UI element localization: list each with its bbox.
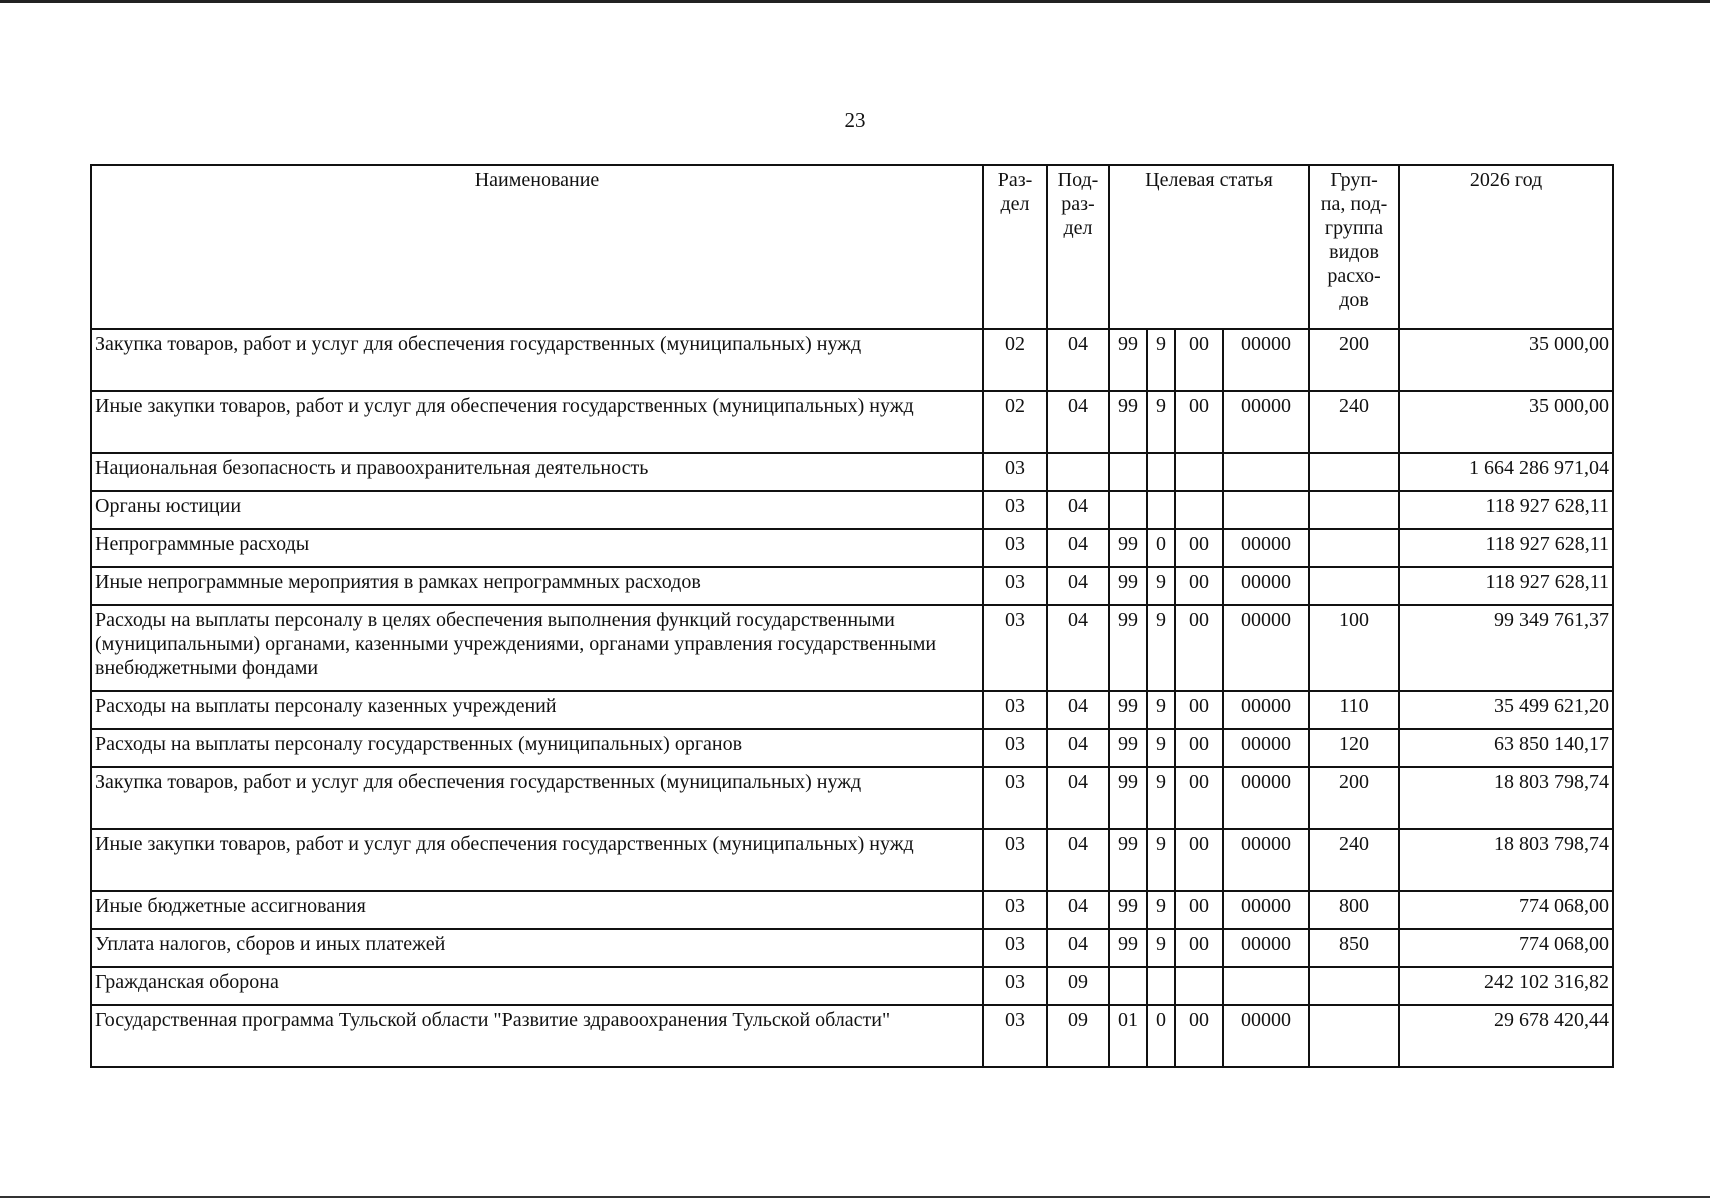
cell-subsection: 04 [1047, 929, 1109, 967]
cell-subsection: 04 [1047, 729, 1109, 767]
cell-subsection [1047, 453, 1109, 491]
cell-amount: 35 000,00 [1399, 329, 1613, 391]
table-row [91, 691, 1613, 729]
cell-amount: 18 803 798,74 [1399, 829, 1613, 891]
cell-t3: 00 [1175, 829, 1223, 891]
cell-t3: 00 [1175, 729, 1223, 767]
cell-section: 03 [983, 691, 1047, 729]
cell-section: 03 [983, 967, 1047, 1005]
cell-t1: 99 [1109, 529, 1147, 567]
cell-t2 [1147, 967, 1175, 1005]
cell-name: Гражданская оборона [91, 967, 983, 1005]
cell-t4: 00000 [1223, 691, 1309, 729]
table-row [91, 529, 1613, 567]
budget-table [90, 164, 1614, 1068]
header-subsection: Под- раз- дел [1047, 165, 1109, 329]
cell-subsection: 04 [1047, 829, 1109, 891]
table-row [91, 967, 1613, 1005]
table-row [91, 491, 1613, 529]
cell-name: Иные закупки товаров, работ и услуг для обеспечения государственных (муниципальных) нужд [91, 391, 983, 453]
cell-group: 200 [1309, 329, 1399, 391]
cell-subsection: 04 [1047, 567, 1109, 605]
cell-t1: 99 [1109, 767, 1147, 829]
cell-section: 02 [983, 329, 1047, 391]
cell-t4 [1223, 453, 1309, 491]
scan-edge-bottom [0, 1196, 1710, 1198]
scan-edge-top [0, 0, 1710, 3]
cell-name: Расходы на выплаты персоналу в целях обеспечения выполнения функций государственными (муниципальными) органами, казенными учреждениями, органами управления государственными внебюджетными фондами [91, 605, 983, 691]
cell-name: Закупка товаров, работ и услуг для обеспечения государственных (муниципальных) нужд [91, 329, 983, 391]
cell-name: Государственная программа Тульской области "Развитие здравоохранения Тульской области" [91, 1005, 983, 1067]
cell-t3 [1175, 491, 1223, 529]
cell-t4 [1223, 491, 1309, 529]
cell-t2: 0 [1147, 1005, 1175, 1067]
header-target-article: Целевая статья [1109, 165, 1309, 329]
cell-t3: 00 [1175, 691, 1223, 729]
cell-t2: 9 [1147, 829, 1175, 891]
page-number: 23 [844, 108, 866, 132]
cell-t2 [1147, 491, 1175, 529]
cell-t4: 00000 [1223, 729, 1309, 767]
cell-name: Национальная безопасность и правоохранительная деятельность [91, 453, 983, 491]
table-row [91, 453, 1613, 491]
cell-t3: 00 [1175, 891, 1223, 929]
cell-t2: 9 [1147, 567, 1175, 605]
cell-section: 03 [983, 729, 1047, 767]
cell-t2: 9 [1147, 891, 1175, 929]
cell-t1 [1109, 967, 1147, 1005]
cell-section: 03 [983, 491, 1047, 529]
cell-t2: 9 [1147, 929, 1175, 967]
cell-t4 [1223, 967, 1309, 1005]
cell-t2: 9 [1147, 729, 1175, 767]
table-row [91, 891, 1613, 929]
cell-section: 03 [983, 567, 1047, 605]
cell-t3: 00 [1175, 567, 1223, 605]
cell-name: Расходы на выплаты персоналу государственных (муниципальных) органов [91, 729, 983, 767]
cell-group: 120 [1309, 729, 1399, 767]
cell-amount: 99 349 761,37 [1399, 605, 1613, 691]
cell-subsection: 04 [1047, 529, 1109, 567]
cell-subsection: 09 [1047, 967, 1109, 1005]
cell-amount: 118 927 628,11 [1399, 567, 1613, 605]
cell-group: 200 [1309, 767, 1399, 829]
cell-t3: 00 [1175, 391, 1223, 453]
cell-subsection: 04 [1047, 391, 1109, 453]
cell-subsection: 09 [1047, 1005, 1109, 1067]
cell-section: 03 [983, 1005, 1047, 1067]
cell-subsection: 04 [1047, 891, 1109, 929]
cell-group: 110 [1309, 691, 1399, 729]
cell-group [1309, 453, 1399, 491]
cell-t2: 9 [1147, 605, 1175, 691]
cell-subsection: 04 [1047, 329, 1109, 391]
cell-group [1309, 491, 1399, 529]
cell-t2: 9 [1147, 329, 1175, 391]
cell-amount: 18 803 798,74 [1399, 767, 1613, 829]
cell-section: 03 [983, 453, 1047, 491]
cell-group [1309, 567, 1399, 605]
cell-subsection: 04 [1047, 491, 1109, 529]
cell-t3: 00 [1175, 1005, 1223, 1067]
cell-t4: 00000 [1223, 329, 1309, 391]
cell-group: 100 [1309, 605, 1399, 691]
cell-t1: 99 [1109, 605, 1147, 691]
cell-name: Иные непрограммные мероприятия в рамках непрограммных расходов [91, 567, 983, 605]
cell-t1: 01 [1109, 1005, 1147, 1067]
cell-amount: 1 664 286 971,04 [1399, 453, 1613, 491]
cell-t1 [1109, 453, 1147, 491]
cell-name: Расходы на выплаты персоналу казенных учреждений [91, 691, 983, 729]
cell-t4: 00000 [1223, 529, 1309, 567]
cell-section: 03 [983, 929, 1047, 967]
table-row [91, 767, 1613, 829]
table-row [91, 329, 1613, 391]
cell-group: 850 [1309, 929, 1399, 967]
cell-group [1309, 1005, 1399, 1067]
header-expense-group: Груп- па, под- группа видов расхо- дов [1309, 165, 1399, 329]
table-row [91, 929, 1613, 967]
cell-amount: 774 068,00 [1399, 929, 1613, 967]
cell-t3: 00 [1175, 529, 1223, 567]
cell-section: 03 [983, 605, 1047, 691]
cell-t2: 9 [1147, 391, 1175, 453]
table-row [91, 605, 1613, 691]
cell-t1: 99 [1109, 729, 1147, 767]
cell-t2: 9 [1147, 691, 1175, 729]
cell-amount: 774 068,00 [1399, 891, 1613, 929]
cell-name: Уплата налогов, сборов и иных платежей [91, 929, 983, 967]
cell-t1: 99 [1109, 691, 1147, 729]
cell-t4: 00000 [1223, 891, 1309, 929]
cell-name: Непрограммные расходы [91, 529, 983, 567]
table-row [91, 567, 1613, 605]
cell-t4: 00000 [1223, 391, 1309, 453]
cell-t3: 00 [1175, 767, 1223, 829]
cell-t4: 00000 [1223, 829, 1309, 891]
cell-amount: 35 499 621,20 [1399, 691, 1613, 729]
cell-group [1309, 529, 1399, 567]
cell-amount: 118 927 628,11 [1399, 491, 1613, 529]
cell-name: Иные бюджетные ассигнования [91, 891, 983, 929]
cell-t2: 0 [1147, 529, 1175, 567]
cell-t3: 00 [1175, 929, 1223, 967]
cell-t3 [1175, 967, 1223, 1005]
cell-group [1309, 967, 1399, 1005]
cell-amount: 118 927 628,11 [1399, 529, 1613, 567]
cell-name: Закупка товаров, работ и услуг для обеспечения государственных (муниципальных) нужд [91, 767, 983, 829]
cell-amount: 35 000,00 [1399, 391, 1613, 453]
cell-t1: 99 [1109, 329, 1147, 391]
header-year: 2026 год [1399, 165, 1613, 329]
cell-section: 03 [983, 767, 1047, 829]
cell-t4: 00000 [1223, 1005, 1309, 1067]
cell-group: 800 [1309, 891, 1399, 929]
table-row [91, 1005, 1613, 1067]
cell-t3: 00 [1175, 329, 1223, 391]
cell-t1 [1109, 491, 1147, 529]
cell-t1: 99 [1109, 567, 1147, 605]
cell-amount: 242 102 316,82 [1399, 967, 1613, 1005]
cell-amount: 63 850 140,17 [1399, 729, 1613, 767]
table-header-row [91, 165, 1613, 329]
cell-subsection: 04 [1047, 605, 1109, 691]
cell-t4: 00000 [1223, 767, 1309, 829]
cell-t3 [1175, 453, 1223, 491]
cell-t4: 00000 [1223, 929, 1309, 967]
cell-t1: 99 [1109, 929, 1147, 967]
cell-subsection: 04 [1047, 691, 1109, 729]
table-row [91, 829, 1613, 891]
cell-t3: 00 [1175, 605, 1223, 691]
table-row [91, 391, 1613, 453]
cell-t4: 00000 [1223, 567, 1309, 605]
cell-section: 02 [983, 391, 1047, 453]
cell-name: Иные закупки товаров, работ и услуг для обеспечения государственных (муниципальных) нужд [91, 829, 983, 891]
header-name: Наименование [91, 165, 983, 329]
table-row [91, 729, 1613, 767]
cell-group: 240 [1309, 829, 1399, 891]
cell-section: 03 [983, 829, 1047, 891]
cell-section: 03 [983, 529, 1047, 567]
cell-group: 240 [1309, 391, 1399, 453]
cell-amount: 29 678 420,44 [1399, 1005, 1613, 1067]
cell-t1: 99 [1109, 829, 1147, 891]
cell-subsection: 04 [1047, 767, 1109, 829]
cell-t4: 00000 [1223, 605, 1309, 691]
cell-name: Органы юстиции [91, 491, 983, 529]
header-section: Раз- дел [983, 165, 1047, 329]
cell-t1: 99 [1109, 891, 1147, 929]
cell-t1: 99 [1109, 391, 1147, 453]
cell-t2 [1147, 453, 1175, 491]
cell-t2: 9 [1147, 767, 1175, 829]
cell-section: 03 [983, 891, 1047, 929]
